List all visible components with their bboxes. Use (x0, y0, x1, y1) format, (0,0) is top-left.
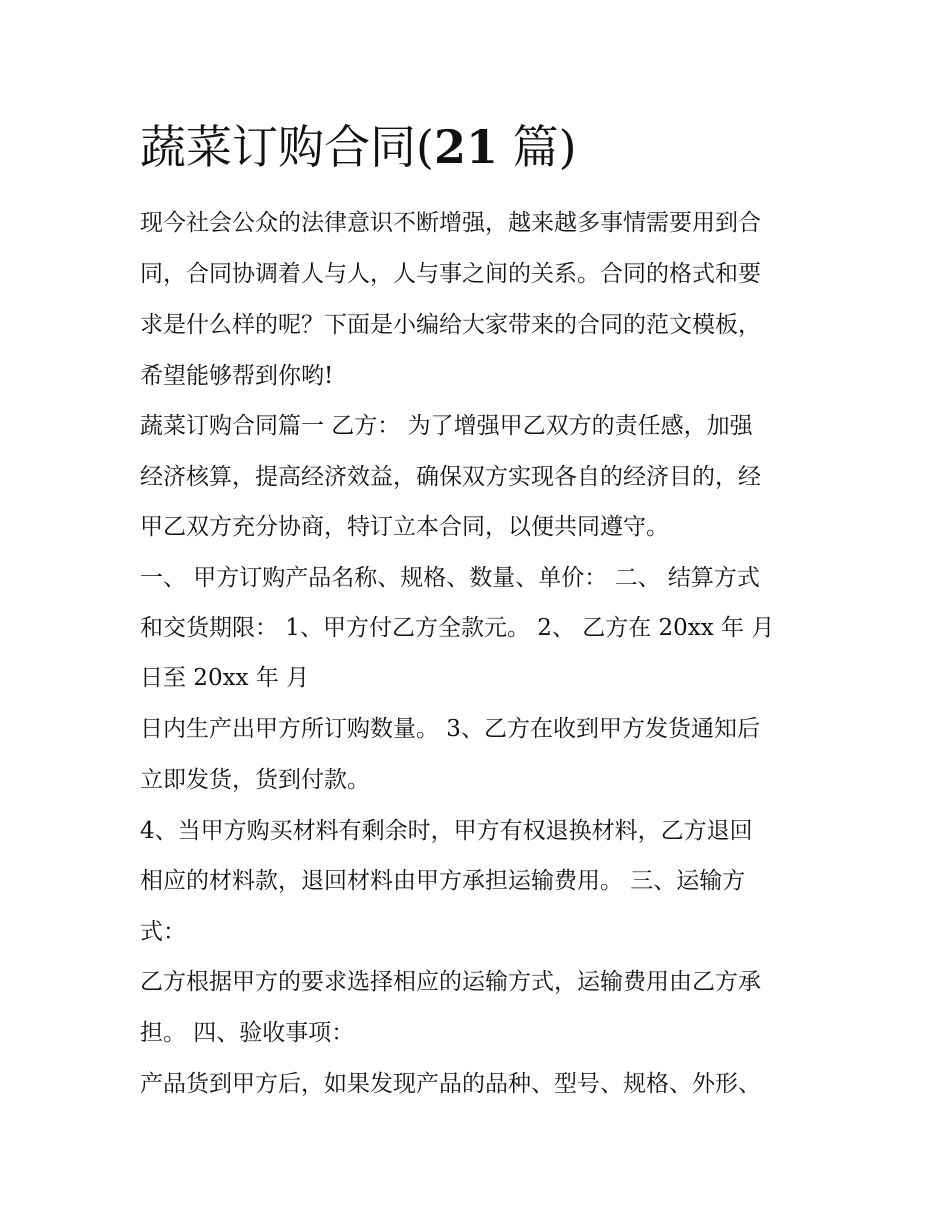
body-line-3: 求是什么样的呢？下面是小编给大家带来的合同的范文模板， (140, 312, 761, 338)
body-line-6: 经济核算，提高经济效益，确保双方实现各自的经济目的，经 (140, 464, 761, 490)
body-line-18: 产品货到甲方后，如果发现产品的品种、型号、规格、外形、 (140, 1071, 761, 1097)
title-prefix: 蔬菜订购合同( (140, 120, 434, 174)
body-line-4: 希望能够帮到你哟! (140, 363, 334, 389)
title-number: 21 (433, 120, 498, 174)
title-suffix: 篇) (497, 120, 577, 174)
body-line-7: 甲乙双方充分协商，特订立本合同，以便共同遵守。 (140, 514, 669, 540)
body-line-5: 蔬菜订购合同篇一 乙方： 为了增强甲乙双方的责任感，加强 (140, 413, 753, 439)
body-line-11: 日内生产出甲方所订购数量。 3、乙方在收到甲方发货通知后 (140, 716, 760, 742)
body-line-1: 现今社会公众的法律意识不断增强，越来越多事情需要用到合 (140, 210, 761, 236)
body-line-14: 相应的材料款，退回材料由甲方承担运输费用。 三、运输方 (140, 868, 746, 894)
body-line-12: 立即发货，货到付款。 (140, 767, 370, 793)
body-line-2: 同，合同协调着人与人，人与事之间的关系。合同的格式和要 (140, 261, 761, 287)
body-line-16: 乙方根据甲方的要求选择相应的运输方式，运输费用由乙方承 (140, 969, 761, 995)
body-line-8: 一、 甲方订购产品名称、规格、数量、单价： 二、 结算方式 (140, 565, 760, 591)
body-line-15: 式： (140, 919, 186, 945)
body-line-17: 担。 四、验收事项： (140, 1020, 355, 1046)
body-line-10: 日至 20xx 年 月 (140, 665, 310, 691)
body-line-9: 和交货期限： 1、甲方付乙方全款元。 2、 乙方在 20xx 年 月 (140, 615, 775, 641)
body-line-13: 4、当甲方购买材料有剩余时，甲方有权退换材料，乙方退回 (140, 818, 753, 844)
document-title (140, 112, 577, 182)
